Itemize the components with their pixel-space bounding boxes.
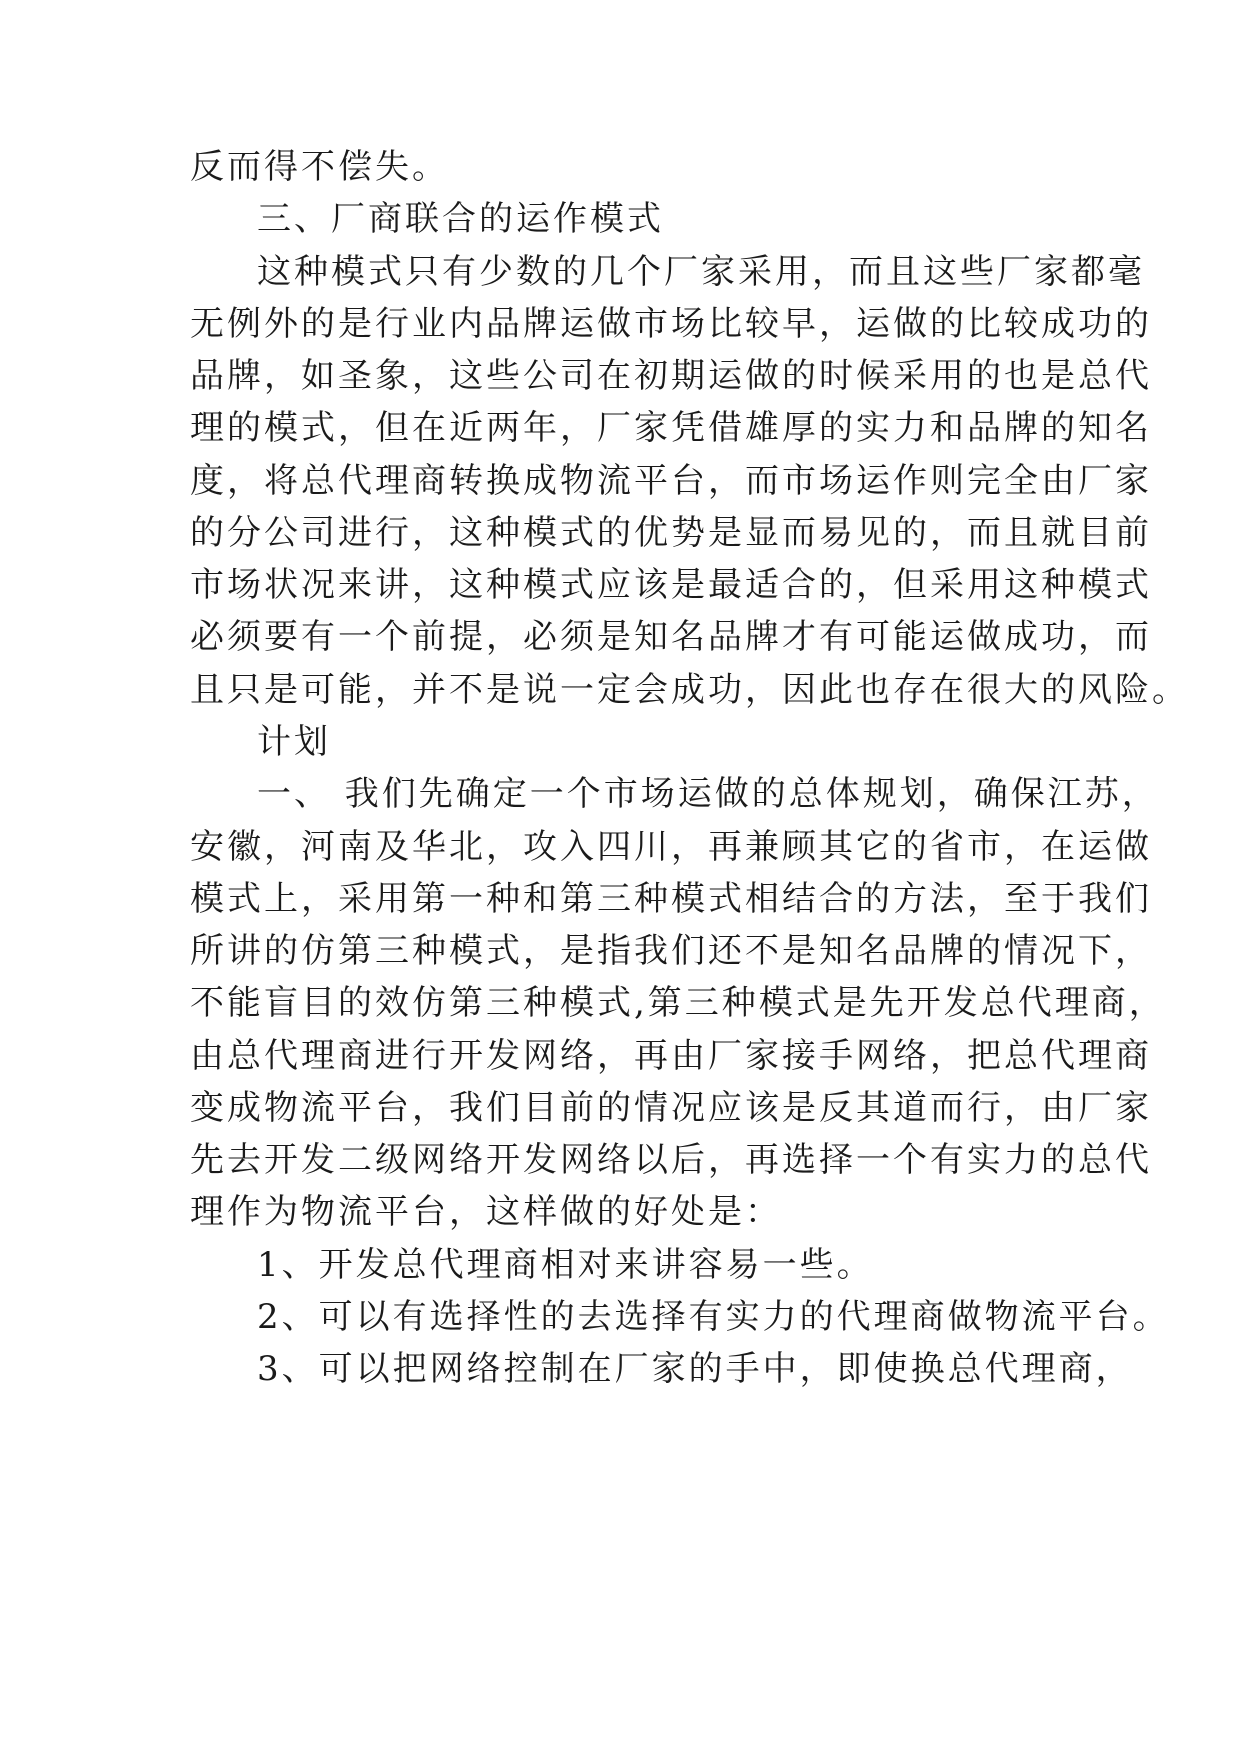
text-line: 度，将总代理商转换成物流平台，而市场运作则完全由厂家 bbox=[190, 461, 1152, 501]
text-line: 反而得不偿失。 bbox=[190, 147, 449, 187]
text-line: 先去开发二级网络开发网络以后，再选择一个有实力的总代 bbox=[190, 1140, 1152, 1180]
list-item: 2、可以有选择性的去选择有实力的代理商做物流平台。 bbox=[257, 1297, 1170, 1337]
text-line: 不能盲目的效仿第三种模式,第三种模式是先开发总代理商， bbox=[190, 983, 1166, 1023]
text-line: 变成物流平台，我们目前的情况应该是反其道而行，由厂家 bbox=[190, 1088, 1152, 1128]
text-line: 且只是可能，并不是说一定会成功，因此也存在很大的风险。 bbox=[190, 670, 1189, 710]
text-line: 市场状况来讲，这种模式应该是最适合的，但采用这种模式 bbox=[190, 565, 1152, 605]
text-line: 的分公司进行，这种模式的优势是显而易见的，而且就目前 bbox=[190, 513, 1152, 553]
text-line: 理的模式，但在近两年，厂家凭借雄厚的实力和品牌的知名 bbox=[190, 408, 1152, 448]
section-heading: 计划 bbox=[257, 722, 331, 762]
list-item: 1、开发总代理商相对来讲容易一些。 bbox=[257, 1245, 874, 1285]
text-line: 必须要有一个前提，必须是知名品牌才有可能运做成功，而 bbox=[190, 617, 1152, 657]
text-line: 品牌，如圣象，这些公司在初期运做的时候采用的也是总代 bbox=[190, 356, 1152, 396]
text-line: 理作为物流平台，这样做的好处是： bbox=[190, 1192, 782, 1232]
text-line: 这种模式只有少数的几个厂家采用，而且这些厂家都毫 bbox=[257, 252, 1145, 292]
text-line: 所讲的仿第三种模式，是指我们还不是知名品牌的情况下， bbox=[190, 931, 1152, 971]
list-item: 3、可以把网络控制在厂家的手中，即使换总代理商， bbox=[257, 1349, 1133, 1389]
text-line: 安徽，河南及华北，攻入四川，再兼顾其它的省市，在运做 bbox=[190, 827, 1152, 867]
text-line: 模式上，采用第一种和第三种模式相结合的方法，至于我们 bbox=[190, 879, 1152, 919]
text-line: 由总代理商进行开发网络，再由厂家接手网络，把总代理商 bbox=[190, 1036, 1152, 1076]
text-line: 一、 我们先确定一个市场运做的总体规划，确保江苏， bbox=[257, 774, 1159, 814]
text-line: 无例外的是行业内品牌运做市场比较早，运做的比较成功的 bbox=[190, 304, 1152, 344]
section-heading: 三、厂商联合的运作模式 bbox=[257, 199, 664, 239]
